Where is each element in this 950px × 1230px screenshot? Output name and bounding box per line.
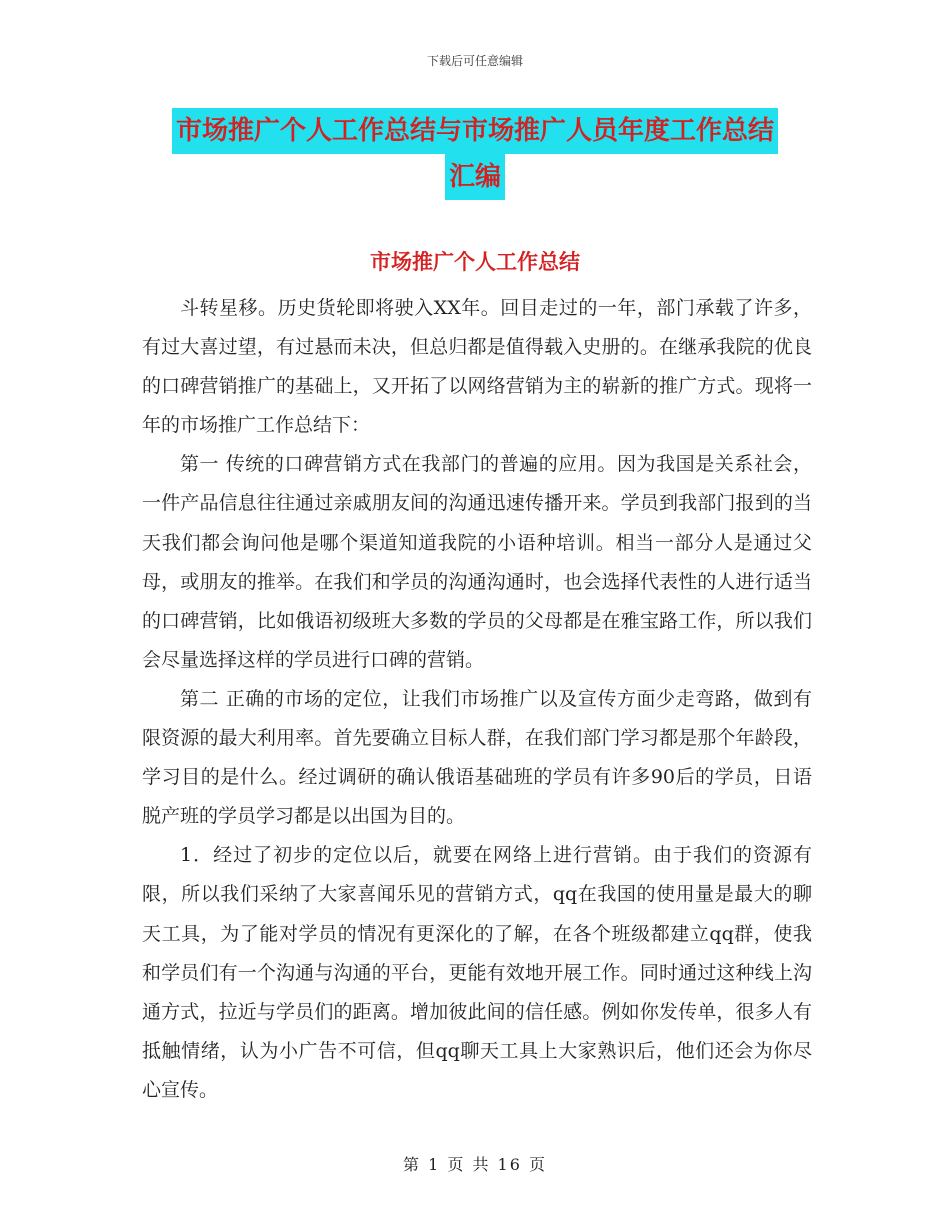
body-text bbox=[142, 289, 812, 1110]
document-title bbox=[0, 108, 950, 200]
paragraph-second-point: 第二 正确的市场的定位，让我们市场推广以及宣传方面少走弯路，做到有限资源的最大利用率。首先要确立目标人群，在我们部门学习都是那个年龄段，学习目的是什么。经过调研的确认俄语基础班的学员有许多90后的学员，日语脱产班的学员学习都是以出国为目的。 bbox=[142, 687, 812, 828]
paragraph-first-point: 第一 传统的口碑营销方式在我部门的普遍的应用。因为我国是关系社会，一件产品信息往往通过亲戚朋友间的沟通迅速传播开来。学员到我部门报到的当天我们都会询问他是哪个渠道知道我院的小语种培训。相当一部分人是通过父母，或朋友的推举。在我们和学员的沟通沟通时，也会选择代表性的人进行适当的口碑营销，比如俄语初级班大多数的学员的父母都是在雅宝路工作，所以我们会尽量选择这样的学员进行口碑的营销。 bbox=[142, 453, 812, 671]
title-line-1: 市场推广个人工作总结与市场推广人员年度工作总结 bbox=[172, 108, 778, 154]
title-line-2: 汇编 bbox=[445, 154, 505, 200]
page-footer: 第 1 页 共 16 页 bbox=[403, 1155, 547, 1174]
paragraph-item-1: 1．经过了初步的定位以后，就要在网络上进行营销。由于我们的资源有限，所以我们采纳了大家喜闻乐见的营销方式，qq在我国的使用量是最大的聊天工具，为了能对学员的情况有更深化的了解，在各个班级都建立qq群，使我和学员们有一个沟通与沟通的平台，更能有效地开展工作。同时通过这种线上沟通方式，拉近与学员们的距离。增加彼此间的信任感。例如你发传单，很多人有抵触情绪，认为小广告不可信，但qq聊天工具上大家熟识后，他们还会为你尽心宣传。 bbox=[142, 844, 812, 1101]
section-heading: 市场推广个人工作总结 bbox=[370, 250, 580, 274]
paragraph-intro: 斗转星移。历史货轮即将驶入XX年。回目走过的一年，部门承载了许多，有过大喜过望，有过悬而未决，但总归都是值得载入史册的。在继承我院的优良的口碑营销推广的基础上，又开拓了以网络营销为主的崭新的推广方式。现将一年的市场推广工作总结下： bbox=[142, 297, 812, 437]
header-note: 下载后可任意编辑 bbox=[426, 54, 523, 68]
